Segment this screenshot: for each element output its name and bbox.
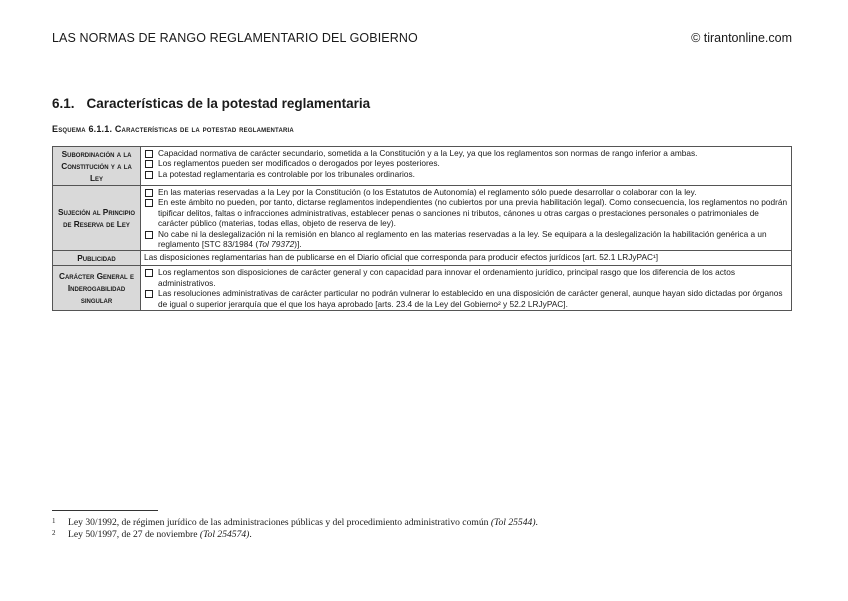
copyright-notice: © tirantonline.com [691, 31, 792, 45]
list-item: Los reglamentos pueden ser modificados o derogados por leyes posteriores. [144, 158, 788, 168]
characteristics-table [52, 146, 792, 311]
section-number: 6.1. [52, 96, 75, 111]
section-heading [52, 96, 370, 111]
checkbox-bullet-icon [145, 171, 153, 179]
list-item: Las resoluciones administrativas de carácter particular no podrán vulnerar lo establecido en una disposición de carácter general, aunque hayan sido dictadas por órganos de igual o superior jerarquía que el que los haya aprobado [arts. 23.4 de la Ley del Gobierno² y 52.2 LRJyPAC]. [144, 288, 788, 309]
list-item: En este ámbito no pueden, por tanto, dictarse reglamentos independientes (no cubiertos por una previa habilitación legal). Como consecuencia, los reglamentos no podrán tipificar delitos, faltas o infracciones administrativas, establecer penas o sanciones ni tributos, cánones u otras cargas o prestaciones personales o patrimoniales de carácter público (materias, todas ellas, objeto de reserva de ley). [144, 197, 788, 228]
list-item: La potestad reglamentaria es controlable por los tribunales ordinarios. [144, 169, 788, 179]
case-reference: Tol 79372 [258, 239, 295, 250]
footnote: 2 Ley 50/1997, de 27 de noviembre (Tol 254574). [52, 529, 252, 541]
checkbox-bullet-icon [145, 189, 153, 197]
running-header-title: LAS NORMAS DE RANGO REGLAMENTARIO DEL GOBIERNO [52, 31, 418, 45]
checkbox-bullet-icon [145, 231, 153, 239]
footnote-reference: (Tol 25544) [490, 517, 536, 528]
row-content-subordination [141, 147, 792, 186]
table-row [53, 186, 792, 251]
list-item: No cabe ni la deslegalización ni la remisión en blanco al reglamento en las materias reservadas a la ley. Se equipara a la deslegalización la habilitación genérica a un reglamento [STC 83/1984 (Tol 79372)]. [144, 229, 788, 250]
footnote-marker: 1 [52, 517, 56, 525]
checkbox-bullet-icon [145, 150, 153, 158]
list-item: En las materias reservadas a la Ley por la Constitución (o los Estatutos de Autonomía) el reglamento sólo puede desarrollar o colaborar con la ley. [144, 187, 788, 197]
row-label-publicity: Publicidad [53, 251, 141, 266]
row-content-reserve [141, 186, 792, 251]
scheme-caption: Esquema 6.1.1. Características de la potestad reglamentaria [52, 124, 294, 134]
row-label-subordination: Subordinación a la Constitución y a la Ley [53, 147, 141, 186]
row-label-general-character: Carácter General e Inderogabilidad singular [53, 266, 141, 311]
footnote-divider [52, 510, 158, 511]
row-content-general-character [141, 266, 792, 311]
list-item: Capacidad normativa de carácter secundario, sometida a la Constitución y a la Ley, ya que los reglamentos son normas de rango inferior a ambas. [144, 148, 788, 158]
checkbox-bullet-icon [145, 290, 153, 298]
footnote: 1 Ley 30/1992, de régimen jurídico de las administraciones públicas y del procedimiento administrativo común (Tol 25544). [52, 517, 538, 528]
table-row [53, 251, 792, 266]
row-label-reserve: Sujeción al Principio de Reserva de Ley [53, 186, 141, 251]
checkbox-bullet-icon [145, 160, 153, 168]
footnote-marker: 2 [52, 529, 56, 538]
list-item: Los reglamentos son disposiciones de carácter general y con capacidad para innovar el ordenamiento jurídico, principal rasgo que los diferencia de los actos administrativos. [144, 267, 788, 288]
table-row [53, 266, 792, 311]
section-title: Características de la potestad reglamentaria [86, 96, 371, 111]
table-row [53, 147, 792, 186]
row-content-publicity: Las disposiciones reglamentarias han de publicarse en el Diario oficial que corresponda para producir efectos jurídicos [art. 52.1 LRJyPAC¹] [141, 251, 792, 266]
footnotes [52, 517, 538, 542]
footnote-reference: (Tol 254574) [199, 529, 250, 541]
checkbox-bullet-icon [145, 199, 153, 207]
checkbox-bullet-icon [145, 269, 153, 277]
